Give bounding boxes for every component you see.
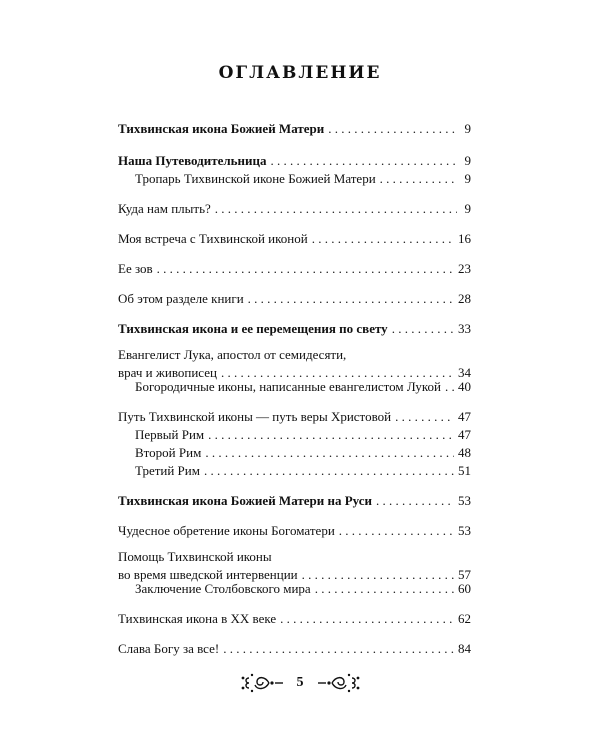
toc-entry [118, 320, 471, 338]
toc-entry-label: Об этом разделе книги [118, 291, 244, 306]
scroll-flourish-icon [314, 672, 362, 694]
dot-leader [248, 290, 454, 308]
toc-entry-label: Помощь Тихвинской иконы [118, 549, 272, 564]
toc-entry-page: 84 [458, 641, 471, 656]
toc-entry [118, 610, 471, 628]
dot-leader [223, 640, 454, 658]
dot-leader [157, 260, 454, 278]
toc-entry-label: Третий Рим [135, 463, 200, 478]
toc-entry-page: 33 [458, 321, 471, 336]
toc-entry-page: 51 [458, 463, 471, 478]
toc-entry-label: Богородичные иконы, написанные евангелистом Лукой [135, 379, 442, 394]
toc-entry [135, 580, 471, 598]
toc-entry-page: 28 [458, 291, 471, 306]
toc-entry [118, 120, 471, 138]
dot-leader [215, 200, 457, 218]
dot-leader [395, 408, 454, 426]
toc-entry [135, 170, 471, 188]
dot-leader [205, 444, 454, 462]
toc-entry [118, 640, 471, 658]
toc-entry-page: 23 [458, 261, 471, 276]
toc-entry-label: Первый Рим [135, 427, 205, 442]
toc-entry-label: Моя встреча с Тихвинской иконой [118, 231, 308, 246]
dot-leader [312, 230, 454, 248]
toc-entry-label: Наша Путеводительница [118, 153, 267, 168]
toc-entry-label: Заключение Столбовского мира [135, 581, 311, 596]
toc-entry-page: 9 [464, 121, 471, 136]
dot-leader [392, 320, 454, 338]
dot-leader [208, 426, 454, 444]
dot-leader [339, 522, 454, 540]
toc-entry-page: 60 [458, 581, 471, 596]
toc-entry-label: Тихвинская икона и ее перемещения по свету [118, 321, 388, 336]
toc-entry [118, 230, 471, 248]
dot-leader [376, 492, 454, 510]
toc-entry [118, 260, 471, 278]
toc-entry-page: 40 [458, 379, 471, 394]
toc-entry-label: Тихвинская икона Божией Матери на Руси [118, 493, 373, 508]
toc-entry-page: 47 [458, 409, 471, 424]
toc-entry-label: Куда нам плыть? [118, 201, 211, 216]
toc-entry-label: Второй Рим [135, 445, 202, 460]
toc-entry-page: 62 [458, 611, 471, 626]
toc-entry-label: Путь Тихвинской иконы — путь веры Христовой [118, 409, 392, 424]
toc-entry [118, 290, 471, 308]
dot-leader [315, 580, 454, 598]
toc-entry [118, 346, 471, 382]
toc-entry-label: Тихвинская икона в XX веке [118, 611, 277, 626]
toc-entry-page: 47 [458, 427, 471, 442]
toc-entry-page: 48 [458, 445, 471, 460]
dot-leader [280, 610, 454, 628]
toc-entry-page: 53 [458, 523, 471, 538]
toc-entry-page: 57 [458, 567, 471, 582]
toc-entry-label: Тропарь Тихвинской иконе Божией Матери [135, 171, 376, 186]
toc-entry-label: Евангелист Лука, апостол от семидесяти, [118, 347, 347, 362]
dot-leader [204, 462, 454, 480]
page-number: 5 [296, 675, 304, 690]
toc-entry [135, 426, 471, 444]
toc-entry [135, 462, 471, 480]
toc-entry-page: 34 [458, 365, 471, 380]
toc-entry-label: Чудесное обретение иконы Богоматери [118, 523, 335, 538]
toc-entry [118, 548, 471, 584]
dot-leader [328, 120, 457, 138]
dot-leader [445, 378, 454, 396]
toc-entry [118, 200, 471, 218]
toc-entry-label: Ее зов [118, 261, 153, 276]
toc-entry-page: 53 [458, 493, 471, 508]
toc-entry-page: 9 [464, 171, 471, 186]
toc-entry-label: Тихвинская икона Божией Матери [118, 121, 325, 136]
toc-entry [118, 522, 471, 540]
toc-entry-label: врач и живописец [118, 365, 217, 380]
toc-entry-label: Слава Богу за все! [118, 641, 220, 656]
toc-entry-label: во время шведской интервенции [118, 567, 298, 582]
dot-leader [380, 170, 457, 188]
toc-entry [118, 152, 471, 170]
toc-entry-page: 9 [464, 153, 471, 168]
toc-entry [135, 444, 471, 462]
scroll-flourish-icon [239, 672, 287, 694]
page-title: ОГЛАВЛЕНИЕ [218, 63, 382, 83]
toc-entry [135, 378, 471, 396]
toc-entry-page: 9 [464, 201, 471, 216]
toc-entry-page: 16 [458, 231, 471, 246]
dot-leader [271, 152, 457, 170]
toc-entry [118, 492, 471, 510]
toc-entry [118, 408, 471, 426]
page-footer [0, 671, 600, 695]
